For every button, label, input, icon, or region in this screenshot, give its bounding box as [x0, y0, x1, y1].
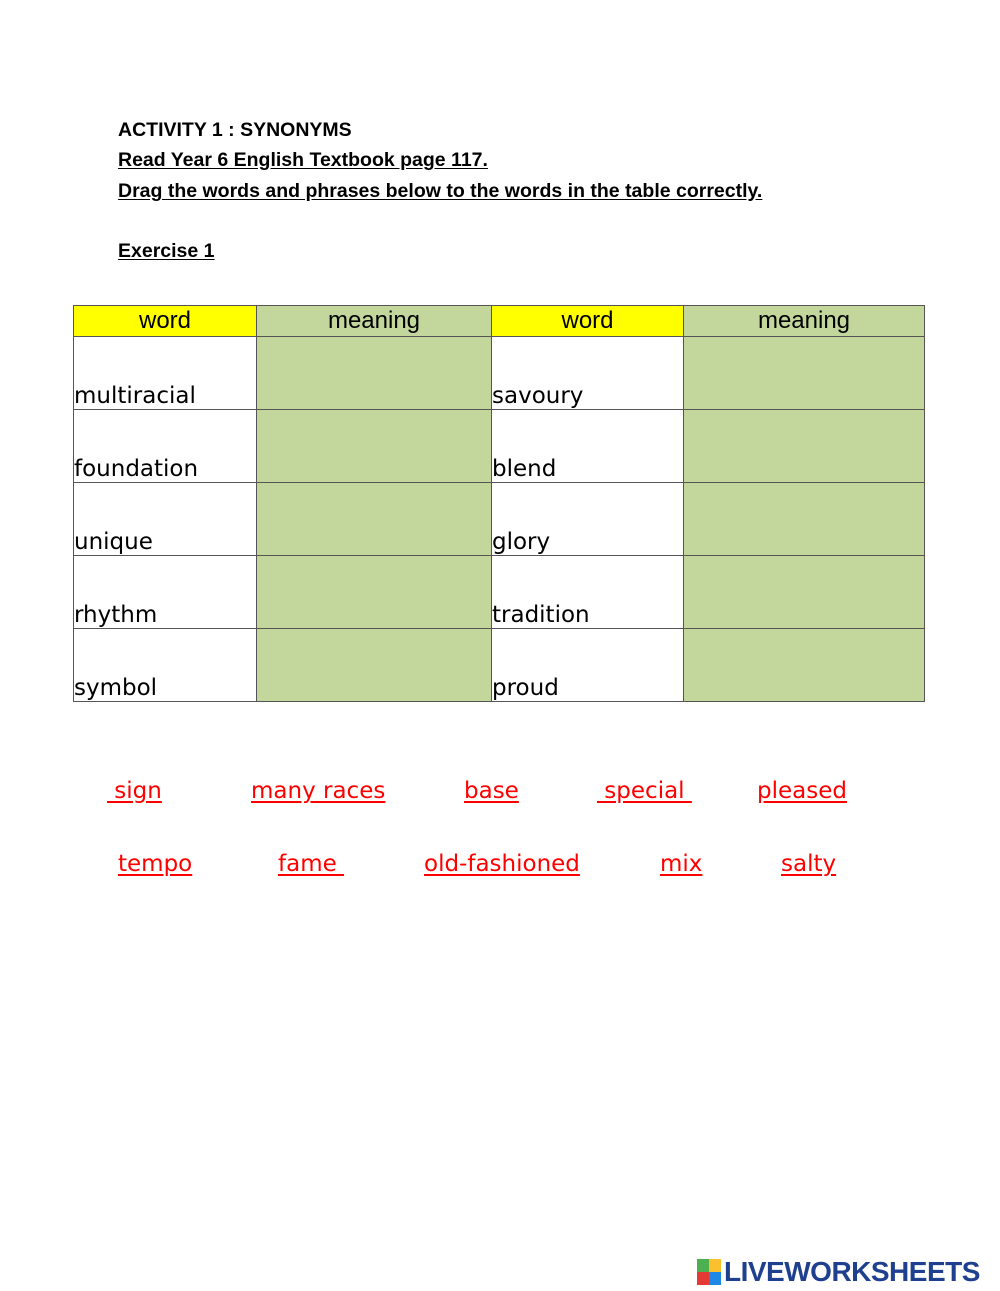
draggable-option[interactable]: old-fashioned [424, 851, 580, 877]
liveworksheets-logo-icon [697, 1259, 721, 1285]
header-word: word [492, 306, 684, 337]
meaning-drop-zone[interactable] [257, 410, 492, 483]
exercise-label: Exercise 1 [118, 240, 215, 262]
draggable-option[interactable]: special [597, 778, 692, 804]
liveworksheets-logo [697, 1257, 980, 1287]
word-cell: foundation [74, 410, 257, 483]
draggable-option[interactable]: fame [278, 851, 345, 877]
draggable-option[interactable]: many races [251, 778, 386, 804]
word-cell: proud [492, 629, 684, 702]
word-cell: glory [492, 483, 684, 556]
draggable-option[interactable]: mix [660, 851, 703, 877]
word-cell: tradition [492, 556, 684, 629]
synonyms-table [73, 305, 925, 702]
meaning-drop-zone[interactable] [684, 556, 925, 629]
table-row [74, 337, 925, 410]
activity-title: ACTIVITY 1 : SYNONYMS [118, 119, 352, 141]
meaning-drop-zone[interactable] [684, 629, 925, 702]
table-row [74, 556, 925, 629]
draggable-option[interactable]: pleased [757, 778, 847, 804]
meaning-drop-zone[interactable] [684, 410, 925, 483]
meaning-drop-zone[interactable] [257, 556, 492, 629]
word-cell: rhythm [74, 556, 257, 629]
instruction-drag: Drag the words and phrases below to the words in the table correctly. [118, 180, 763, 202]
draggable-option[interactable]: salty [781, 851, 837, 877]
meaning-drop-zone[interactable] [257, 483, 492, 556]
word-cell: symbol [74, 629, 257, 702]
table-row [74, 410, 925, 483]
meaning-drop-zone[interactable] [684, 483, 925, 556]
table-header-row [74, 306, 925, 337]
instruction-textbook: Read Year 6 English Textbook page 117. [118, 149, 488, 171]
header-meaning: meaning [684, 306, 925, 337]
meaning-drop-zone[interactable] [684, 337, 925, 410]
meaning-drop-zone[interactable] [257, 337, 492, 410]
draggable-option[interactable]: base [464, 778, 519, 804]
word-cell: multiracial [74, 337, 257, 410]
draggable-option[interactable]: tempo [118, 851, 193, 877]
table-row [74, 483, 925, 556]
word-cell: blend [492, 410, 684, 483]
table-row [74, 629, 925, 702]
word-cell: unique [74, 483, 257, 556]
brand-name: LIVEWORKSHEETS [724, 1256, 980, 1287]
meaning-drop-zone[interactable] [257, 629, 492, 702]
header-word: word [74, 306, 257, 337]
draggable-option[interactable]: sign [107, 778, 162, 804]
header-meaning: meaning [257, 306, 492, 337]
word-cell: savoury [492, 337, 684, 410]
